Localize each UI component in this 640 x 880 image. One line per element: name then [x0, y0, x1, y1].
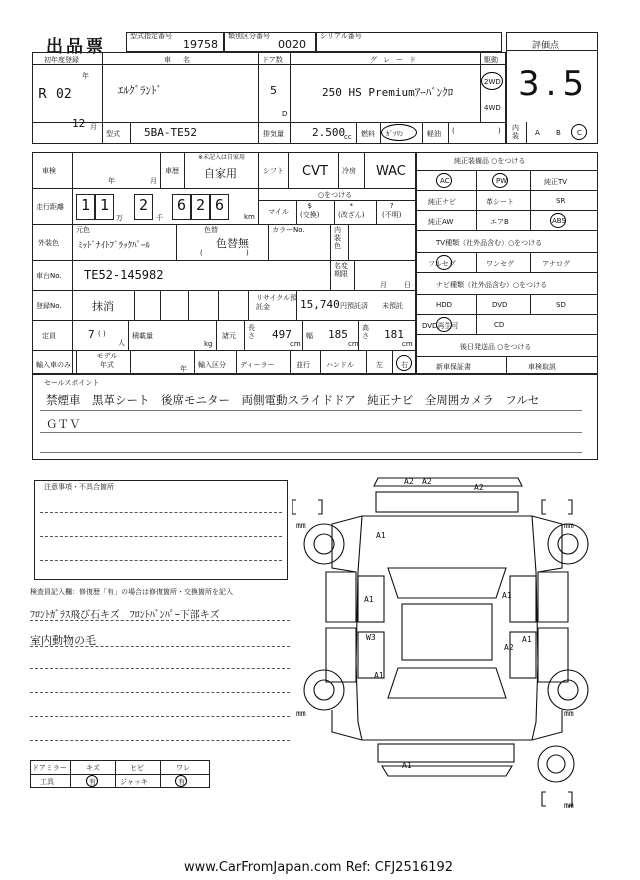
use-label: 車歴: [165, 167, 179, 175]
model-year-unit: 年: [180, 365, 187, 373]
name-change-day: 日: [404, 281, 411, 289]
mileage-digit-5-value: 2: [196, 196, 206, 214]
displacement-value: 2.500: [312, 126, 346, 139]
first-reg-month: 12: [72, 117, 86, 130]
capacity-unit: 人: [118, 339, 125, 347]
model-label: 型式: [106, 130, 120, 138]
tools-label: 工具: [40, 778, 54, 786]
std-item-ac: AC: [440, 177, 450, 185]
height-value: 181: [384, 328, 404, 341]
man-unit: 万: [116, 214, 123, 222]
class-number-value: 0020: [278, 38, 306, 51]
sales-point-box: [32, 374, 598, 460]
notes-box: [34, 480, 288, 580]
jack-label: ジャッキ: [120, 778, 148, 786]
sales-point-line-2: ＧＴＶ: [46, 417, 81, 431]
evaluation-label: 評価点: [532, 41, 560, 51]
tv-type-title: TV種類（社外品含む）○をつける: [436, 239, 543, 247]
tire-mm-2: mm: [564, 521, 574, 530]
nav-dvd: DVD: [492, 301, 508, 309]
drive-2wd-circle: [481, 72, 503, 90]
mile-option-swap: $ (交換): [300, 202, 320, 219]
later-warranty: 新車保証書: [436, 363, 471, 371]
length-label: 長さ: [248, 324, 255, 340]
std-item-ac-circle: [436, 173, 452, 188]
tools-value: 有: [89, 778, 96, 786]
nav-sd: SD: [556, 301, 566, 309]
mile-option-tamper: * (改ざん): [338, 202, 365, 219]
car-name-label: 車名: [164, 56, 202, 64]
std-item-airbag: エアB: [490, 218, 509, 226]
tv-fullseg-circle: [436, 255, 452, 270]
interior-grade-a: A: [535, 129, 540, 137]
name-change-label: 名変期限: [334, 262, 348, 278]
interior-grade-b: B: [556, 129, 561, 137]
mileage-digit-3-value: 2: [139, 196, 149, 214]
serial-number-label: シリアル番号: [320, 32, 362, 40]
load-label: 積載量: [132, 332, 153, 340]
nav-cd: CD: [494, 321, 505, 329]
nav-type-title: ナビ種類（社外品含む）○をつける: [436, 281, 548, 289]
std-item-tv: 純正TV: [544, 178, 568, 186]
fuel-label: 燃料: [361, 130, 375, 138]
original-color-label: 元色: [76, 226, 90, 234]
height-label: 高さ: [362, 324, 369, 340]
damage-label-left-door: A1: [364, 595, 374, 604]
damage-label-left-front: A1: [376, 531, 386, 540]
recycle-unpaid: 未預託: [382, 302, 403, 310]
drive-4wd: 4WD: [484, 104, 501, 112]
recycle-status: 円預託済: [340, 302, 368, 310]
evaluation-score: 3.5: [518, 64, 591, 104]
tire-mm-3: mm: [296, 709, 306, 718]
sen-unit: 千: [156, 214, 163, 222]
displacement-label: 排気量: [263, 130, 284, 138]
nav-hdd: HDD: [436, 301, 453, 309]
inspector-note-1: ﾌﾛﾝﾄｶﾞﾗｽ飛び石キズ ﾌﾛﾝﾄﾊﾞﾝﾊﾟｰ下部キズ: [30, 610, 220, 621]
shift-label: シフト: [263, 167, 284, 175]
import-division-label: 輸入区分: [198, 361, 226, 369]
use-note: ※未記入は自家用: [198, 154, 246, 161]
fuel-value: ｶﾞｿﾘﾝ: [386, 130, 404, 138]
use-value: 自家用: [204, 167, 237, 180]
recycle-label: リサイクル預託金: [256, 294, 298, 311]
car-name-value: ｴﾙｸﾞﾗﾝﾄﾞ: [118, 84, 162, 97]
std-item-abs: ABS: [552, 217, 566, 225]
paint-change-value: 色替無: [216, 237, 249, 250]
footer-reference: www.CarFromJapan.com Ref: CFJ2516192: [184, 860, 454, 875]
length-unit: cm: [290, 340, 301, 348]
std-item-abs-circle: [550, 213, 566, 228]
damage-label-front-3: A2: [474, 483, 484, 492]
mirror-header: ドアミラー: [32, 764, 67, 772]
mileage-digit-1-value: 1: [81, 196, 91, 214]
dimensions-label: 諸元: [222, 332, 236, 340]
type-number-value: 19758: [183, 38, 218, 51]
std-item-aw: 純正AW: [428, 218, 454, 226]
first-reg-year: 02: [56, 87, 72, 102]
scratch-header: キズ: [86, 764, 100, 772]
era: R: [38, 87, 48, 102]
interior-color-label: 内装色: [334, 226, 341, 250]
handle-left: 左: [376, 361, 383, 369]
crack-header: ヒビ: [130, 764, 144, 772]
std-item-navi: 純正ナビ: [428, 198, 456, 206]
recycle-value: 15,740: [300, 298, 340, 311]
interior-label: 内装: [512, 124, 519, 140]
std-item-pw: PW: [496, 177, 508, 185]
jack-value: 有: [178, 778, 185, 786]
mile-option-mile: マイル: [268, 208, 289, 216]
drive-2wd: 2WD: [484, 78, 501, 86]
damage-label-right-door: A1: [502, 591, 512, 600]
mileage-digit-2-value: 1: [100, 196, 110, 214]
model-year-label: モデル年式: [96, 352, 118, 369]
width-value: 185: [328, 328, 348, 341]
damage-label-right-rear: A2: [504, 643, 514, 652]
interior-grade-circle: [571, 124, 587, 140]
drive-label: 駆動: [484, 56, 498, 64]
load-unit: kg: [204, 340, 213, 348]
model-value: 5BA-TE52: [144, 126, 197, 139]
mileage-digit-6-value: 6: [215, 196, 225, 214]
class-number-label: 類別区分番号: [228, 32, 270, 40]
tv-oneseg: ワンセグ: [486, 260, 514, 268]
std-item-sr: SR: [556, 197, 566, 205]
width-label: 幅: [306, 332, 313, 340]
later-shipment-title: 後日発送品 ○をつける: [460, 343, 532, 351]
width-unit: cm: [348, 340, 359, 348]
chassis-label: 車台No.: [36, 272, 62, 280]
inspector-notes-title: 検査員記入欄：修復歴「有」の場合は修復箇所・交換箇所を記入: [30, 588, 233, 596]
car-damage-diagram: [292, 472, 598, 812]
notes-title: 注意事項・不具合箇所: [44, 483, 114, 491]
damage-label-front-1: A2: [404, 477, 414, 486]
original-color-value: ﾐｯﾄﾞﾅｲﾄﾌﾞﾗｯｸﾊﾟｰﾙ: [78, 241, 151, 251]
sales-point-title: セールスポイント: [44, 379, 100, 387]
ac-label: 冷房: [342, 167, 356, 175]
doors-label: ドア数: [262, 56, 283, 64]
exterior-color-label: 外装色: [38, 239, 59, 247]
damage-label-left-rear: A1: [374, 671, 384, 680]
km-unit: km: [244, 213, 255, 221]
dealer-label: ディーラー: [240, 361, 275, 369]
month-unit: 月: [90, 123, 97, 131]
damage-label-right-rear-door: A1: [522, 635, 532, 644]
doors-suffix: D: [282, 110, 288, 118]
mile-option-unknown: ? (不明): [382, 202, 402, 219]
capacity-value: 7: [88, 328, 95, 341]
handle-label: ハンドル: [326, 361, 354, 369]
year-unit: 年: [82, 72, 89, 80]
later-manual: 車検取説: [528, 363, 556, 371]
first-registration-label: 初年度登録: [44, 56, 79, 64]
type-number-label: 型式指定番号: [130, 32, 172, 40]
nav-dvd-play: DVD再生可: [422, 322, 459, 330]
name-change-month: 月: [380, 281, 387, 289]
interior-grade-c: C: [577, 129, 582, 137]
break-header: ワレ: [176, 764, 190, 772]
std-item-leather: 革シート: [486, 198, 514, 206]
fuel-circle: [381, 124, 417, 141]
std-item-pw-circle: [492, 173, 508, 188]
tv-analog: アナログ: [542, 260, 570, 268]
tire-mm-4: mm: [564, 709, 574, 718]
nav-dvd-play-circle: [436, 317, 452, 332]
mileage-label: 走行距離: [36, 203, 64, 211]
paint-change-label: 色替: [204, 226, 218, 234]
registration-label: 登録No.: [36, 302, 62, 310]
mileage-digit-4-value: 6: [177, 196, 187, 214]
shaken-year-unit: 年: [108, 177, 115, 185]
shaken-month-unit: 月: [150, 177, 157, 185]
import-only-label: 輸入車のみ: [36, 361, 71, 369]
tire-mm-5: mm: [564, 801, 574, 810]
tools-value-circle: [86, 775, 98, 787]
grade-label: グレード: [370, 56, 422, 64]
grade-value: 250 HS Premiumｱｰﾊﾞﾝｸﾛ: [322, 86, 454, 99]
parallel-label: 並行: [296, 361, 310, 369]
damage-label-rear-bumper: A1: [402, 761, 412, 770]
handle-right-circle: [396, 355, 412, 371]
diesel-label: 軽油: [427, 130, 441, 138]
doors-value: 5: [270, 84, 277, 97]
chassis-value: TE52-145982: [84, 268, 164, 282]
color-no-label: カラーNo.: [272, 226, 305, 234]
jack-value-circle: [175, 775, 187, 787]
damage-label-windshield: W3: [366, 633, 376, 642]
sales-point-line-1: 禁煙車 黒革シート 後席モニター 両側電動スライドドア 純正ナビ 全周囲カメラ フルセ: [46, 393, 540, 407]
mileage-circle-note: ○をつける: [318, 191, 353, 199]
handle-right: 右: [401, 361, 408, 369]
height-unit: cm: [402, 340, 413, 348]
page-title: 出品票: [46, 37, 106, 57]
tv-fullseg: フルセグ: [428, 260, 456, 268]
displacement-unit: cc: [344, 133, 352, 141]
shaken-label: 車検: [42, 167, 56, 175]
shift-value: CVT: [302, 164, 328, 179]
damage-label-front-2: A2: [422, 477, 432, 486]
std-equip-title: 純正装備品 ○をつける: [454, 157, 526, 165]
inspector-note-2: 室内動物の毛: [30, 634, 96, 647]
length-value: 497: [272, 328, 292, 341]
capacity-label: 定員: [42, 332, 56, 340]
registration-value: 抹消: [92, 300, 114, 313]
ac-value: WAC: [376, 164, 406, 179]
tire-mm-1: mm: [296, 521, 306, 530]
